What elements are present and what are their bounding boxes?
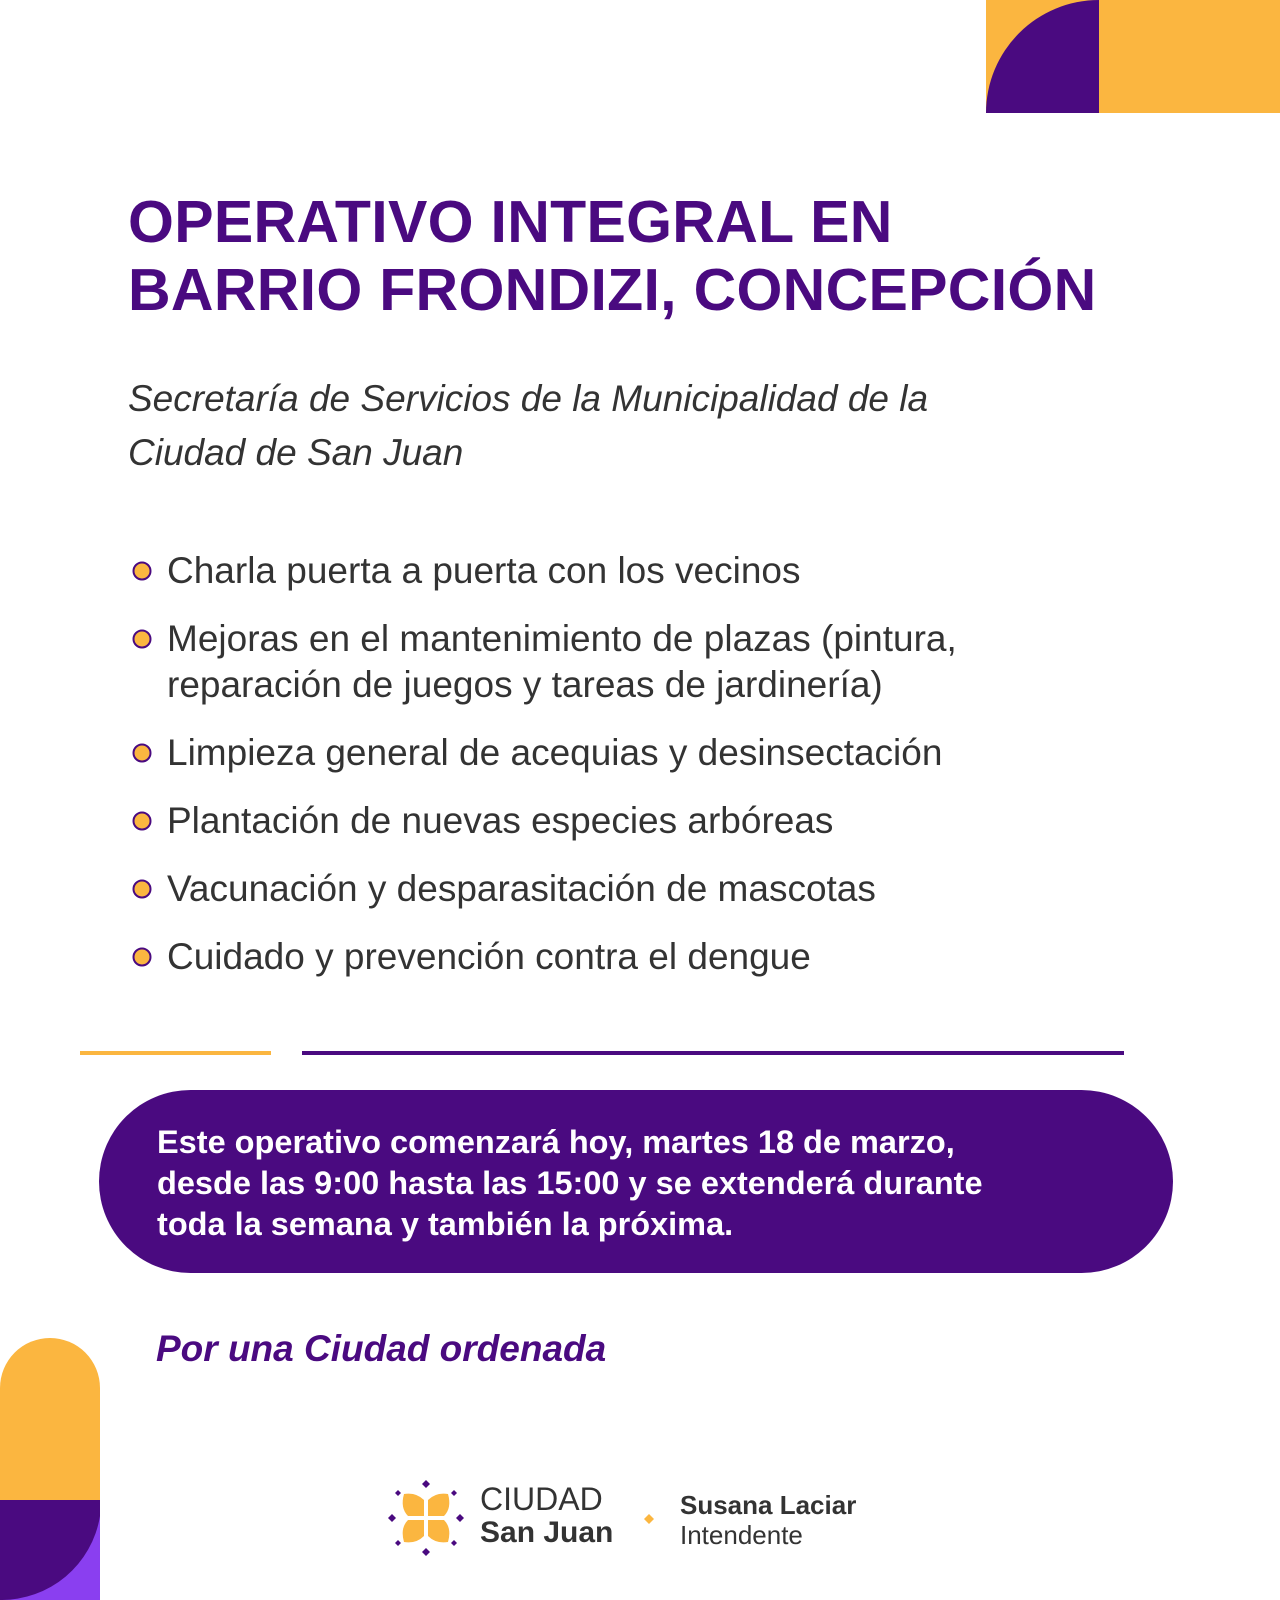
divider-yellow (80, 1051, 271, 1055)
list-item (130, 616, 1190, 708)
corner-decoration-bottom-left (0, 1338, 100, 1600)
title-line: BARRIO FRONDIZI, CONCEPCIÓN (128, 257, 1097, 323)
announcement-line: Este operativo comenzará hoy, martes 18 de marzo, (157, 1124, 955, 1160)
subtitle-line: Secretaría de Servicios de la Municipalidad de la (128, 378, 929, 419)
announcement-line: desde las 9:00 hasta las 15:00 y se extenderá durante (157, 1165, 983, 1201)
bullet-dot-icon (132, 561, 152, 581)
list-item-text: reparación de juegos y tareas de jardinería) (167, 664, 883, 705)
list-item (130, 934, 1190, 980)
list-item (130, 798, 1190, 844)
footer-branding (388, 1478, 908, 1558)
list-item-text: Mejoras en el mantenimiento de plazas (pintura, (167, 618, 957, 659)
corner-decoration-top-right (986, 0, 1280, 113)
list-item-text: Limpieza general de acequias y desinsectación (167, 732, 943, 773)
brand-name-line1: CIUDAD (480, 1481, 603, 1517)
list-item-text: Vacunación y desparasitación de mascotas (167, 868, 876, 909)
bullet-dot-icon (132, 947, 152, 967)
subtitle-line: Ciudad de San Juan (128, 432, 464, 473)
page-title (128, 188, 1238, 324)
list-item-text: Charla puerta a puerta con los vecinos (167, 550, 801, 591)
list-item (130, 730, 1190, 776)
tagline: Por una Ciudad ordenada (156, 1328, 607, 1369)
subtitle (128, 372, 1168, 480)
divider-purple (302, 1051, 1124, 1055)
activities-list (130, 548, 1190, 1002)
list-item-text: Cuidado y prevención contra el dengue (167, 936, 811, 977)
list-item-text: Plantación de nuevas especies arbóreas (167, 800, 834, 841)
list-item (130, 548, 1190, 594)
bullet-dot-icon (132, 629, 152, 649)
mayor-name: Susana Laciar (680, 1490, 857, 1520)
list-item (130, 866, 1190, 912)
bullet-dot-icon (132, 743, 152, 763)
title-line: OPERATIVO INTEGRAL EN (128, 189, 893, 255)
announcement-box (99, 1090, 1173, 1273)
bullet-dot-icon (132, 811, 152, 831)
diamond-separator-icon (644, 1514, 654, 1524)
announcement-line: toda la semana y también la próxima. (157, 1206, 734, 1242)
bullet-dot-icon (132, 879, 152, 899)
mayor-role: Intendente (680, 1520, 803, 1550)
ciudad-san-juan-logo-icon (388, 1480, 464, 1556)
brand-name-line2: San Juan (480, 1516, 614, 1549)
